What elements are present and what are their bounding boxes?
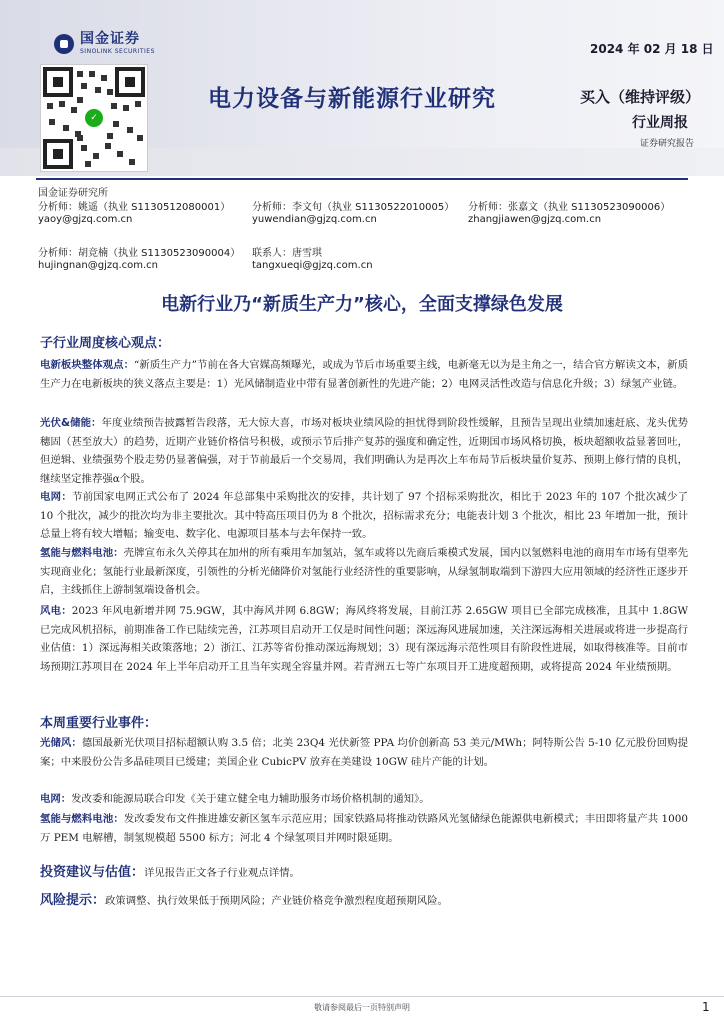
report-series: 行业周报 [632,115,688,131]
event-hydrogen-text: 发改委发布文件推进雄安新区氢车示范应用；国家铁路局将推动铁路风光氢储绿色能源供电新模式；丰田即将量产共 1000 万 PEM 电解槽，制氢规模超 5500 标方；河北 4 个绿氢项目并网时限延期。 [40,813,689,844]
footer-disclaimer-note: 敬请参阅最后一页特别声明 [314,1003,410,1012]
analyst-2-email[interactable]: yuwendian@gjzq.com.cn [252,214,377,225]
core-view-pv-storage-text: 年度业绩预告披露暂告段落，无大惊大喜，市场对板块业绩风险的担忧得到阶段性缓解，且预告呈现出业绩加速赶底、龙头优势穗固（甚至放大）的趋势，近期产业链价格信号积极，或预示节后排产复苏的强度和确定性，近期国市场风格切换，板块超额收益显著回吐，但逆辑、业绩强势个股走势仍显著偏强，对于节前最后一个交易周，我们明确认为是再次上车布局节后板块量价复苏、预期上修行情的良机，继续坚定推荐强α个股。 [40,417,689,485]
core-view-pv-storage-label: 光伏&储能： [40,417,102,429]
core-view-wind-label: 风电： [40,605,72,617]
risk-warning-text: 政策调整、执行效果低于预期风险；产业链价格竞争激烈程度超预期风险。 [105,895,448,907]
core-view-wind [40,602,688,676]
core-view-overall-label: 电新板块整体观点： [40,359,135,371]
core-view-hydrogen [40,544,688,600]
logo-name-cn: 国金证券 [80,31,140,47]
section-events-title: 本周重要行业事件： [40,716,158,731]
report-headline: 电新行业乃“新质生产力”核心，全面支撑绿色发展 [161,294,563,315]
core-view-wind-text: 2023 年风电新增并网 75.9GW，其中海风并网 6.8GW；海风终将发展，目前江苏 2.65GW 项目已全部完成核准，且其中 1.8GW 已完成风机招标，前期准备工作已陆续完善，江苏项目启动开工仅是时间性问题；深远海风进展加速，关注深远海相关进展或将进一步提高行业估值：1）深远海相关政策落地；2）浙江、江苏等省份推动深远海规划；3）现有深远海示范性项目有阶段性进展，如取得核准等。目前市场预期江苏项目在 2024 年上半年启动开工且当年实现全容量并网。若青洲五七等广东项目开工进度超预期，或将提高 2024 年业绩预期。 [40,605,689,673]
event-hydrogen-label: 氢能与燃料电池： [40,813,124,825]
analyst-2: 分析师：李文旬（执业 S1130522010005） [252,202,455,213]
analyst-1: 分析师：姚遥（执业 S1130512080001） [38,202,231,213]
investment-advice-label: 投资建议与估值： [40,865,145,880]
core-view-grid-text: 节前国家电网正式公布了 2024 年总部集中采购批次的安排，共计划了 97 个招标采购批次，相比于 2023 年的 107 个批次减少了 10 个批次，减少的批次均为非主要批次。其中特高压项目仍为 8 个批次，招标需求充分；电能表计划 3 个批次，相比 23 年增加一批，预计总量上将有较大增幅；输变电、数字化、电源项目基本与去年保持一致。 [40,491,689,541]
core-view-hydrogen-text: 壳牌宣布永久关停其在加州的所有乘用车加氢站，氢车或将以先商后乘模式发展，国内以氢燃料电池的商用车市场有望率先实现商业化；氢能行业最新深度，引领性的分析光储降价对氢能行业经济性的重要影响，从绿氢制取端到下游四大应用领域的经济性正逐步开启，主线抓住上游制氢端设备机会。 [40,547,688,597]
wechat-icon: ✓ [85,109,103,127]
event-grid [40,790,688,809]
event-pv-wind-storage-text: 德国最新光伏项目招标超额认购 3.5 倍；北美 23Q4 光伏新签 PPA 均价创新高 53 美元/MWh；阿特斯公告 5-10 亿元股份回购提案；中来股份公告多晶硅项目已缓建；美国企业 CubicPV 放弃在美建设 10GW 硅片产能的计划。 [40,737,689,768]
logo-icon [54,34,74,54]
section-core-views-title: 子行业周度核心观点： [40,336,171,351]
risk-warning-label: 风险提示： [40,893,106,908]
analyst-4-email[interactable]: hujingnan@gjzq.com.cn [38,260,158,271]
analyst-3-email[interactable]: zhangjiawen@gjzq.com.cn [468,214,602,225]
qr-code-image [40,64,148,172]
investment-rating: 买入（维持评级） [580,88,701,106]
report-type: 证券研究报告 [640,139,695,149]
event-hydrogen [40,810,688,847]
core-view-hydrogen-label: 氢能与燃料电池： [40,547,124,559]
event-grid-text: 发改委和能源局联合印发《关于建立健全电力辅助服务市场价格机制的通知》。 [71,793,430,805]
core-view-grid [40,488,688,544]
investment-advice [40,864,688,883]
core-view-overall-text: “新质生产力”节前在各大官媒高频曝光，或成为节后市场重要主线，电新毫无以为是主角之一，结合官方解读文本，新质生产力在电新板块的狭义落点主要是：1）光风储制造业中带有显著创新性的先进产能；2）电网灵活性改造与信息化升级；3）绿氢产业链。 [40,359,688,390]
header-divider [36,178,688,180]
contact-email[interactable]: tangxueqi@gjzq.com.cn [252,260,373,271]
institute-name: 国金证券研究所 [38,188,108,199]
page-number: 1 [702,1000,710,1014]
report-title: 电力设备与新能源行业研究 [208,86,496,112]
event-pv-wind-storage [40,734,688,771]
investment-advice-text: 详见报告正文各子行业观点详情。 [144,867,300,879]
report-date: 2024 年 02 月 18 日 [590,42,714,56]
core-view-pv-storage [40,414,688,488]
company-logo [54,32,155,55]
analyst-3: 分析师：张嘉文（执业 S1130523090006） [468,202,671,213]
logo-name-en: SINOLINK SECURITIES [80,48,155,55]
event-grid-label: 电网： [40,793,72,805]
footer-divider [0,996,724,997]
risk-warning [40,892,688,911]
core-view-grid-label: 电网： [40,491,73,503]
analyst-1-email[interactable]: yaoy@gjzq.com.cn [38,214,133,225]
event-pv-wind-storage-label: 光储风： [40,737,82,749]
core-view-overall [40,356,688,393]
analyst-4: 分析师：胡竞楠（执业 S1130523090004） [38,248,241,259]
contact-person: 联系人：唐雪琪 [252,248,322,259]
